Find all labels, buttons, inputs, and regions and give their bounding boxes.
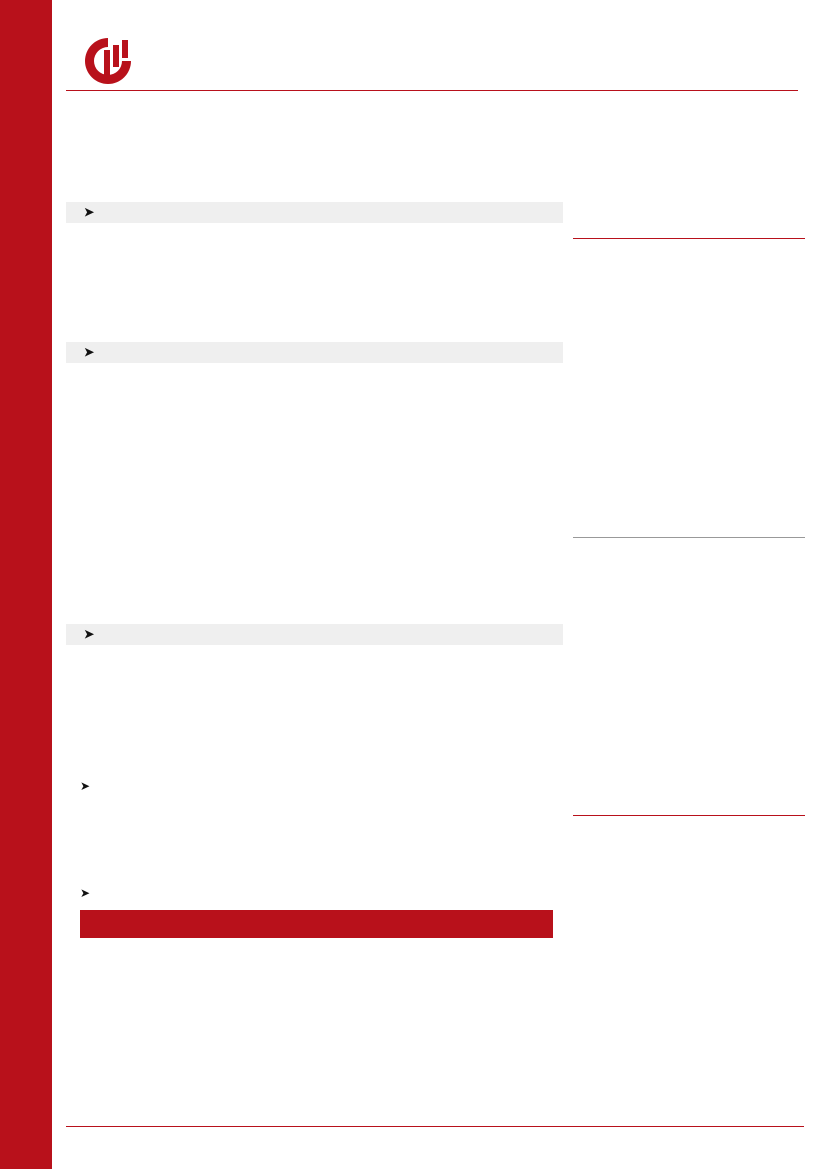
header-divider — [66, 90, 798, 91]
analyst-divider — [573, 537, 805, 538]
sidebar-band — [0, 0, 52, 1169]
section-heading — [66, 342, 563, 363]
footer-divider — [66, 1126, 804, 1127]
chart-title-divider — [573, 238, 805, 239]
col-pe — [296, 910, 449, 924]
stock-table — [80, 910, 553, 938]
col-name — [80, 910, 144, 938]
col-eps — [144, 910, 296, 924]
arrow-icon: ➤ — [84, 205, 95, 219]
brand-logo-icon — [80, 36, 136, 86]
col-year — [246, 924, 297, 938]
section-heading — [66, 624, 563, 645]
risk-notice — [80, 883, 553, 904]
relative-performance-chart — [563, 242, 787, 372]
col-year — [347, 924, 398, 938]
arrow-icon: ➤ — [84, 345, 95, 359]
col-year — [195, 924, 246, 938]
col-cagr — [449, 910, 513, 938]
col-year — [398, 924, 449, 938]
col-rating — [513, 910, 553, 938]
col-year — [296, 924, 347, 938]
arrow-icon: ➤ — [80, 779, 91, 793]
col-year — [144, 924, 195, 938]
arrow-icon: ➤ — [80, 886, 91, 900]
section-heading — [66, 202, 563, 223]
arrow-icon: ➤ — [84, 627, 95, 641]
related-divider — [573, 815, 805, 816]
investment-advice — [80, 776, 553, 797]
